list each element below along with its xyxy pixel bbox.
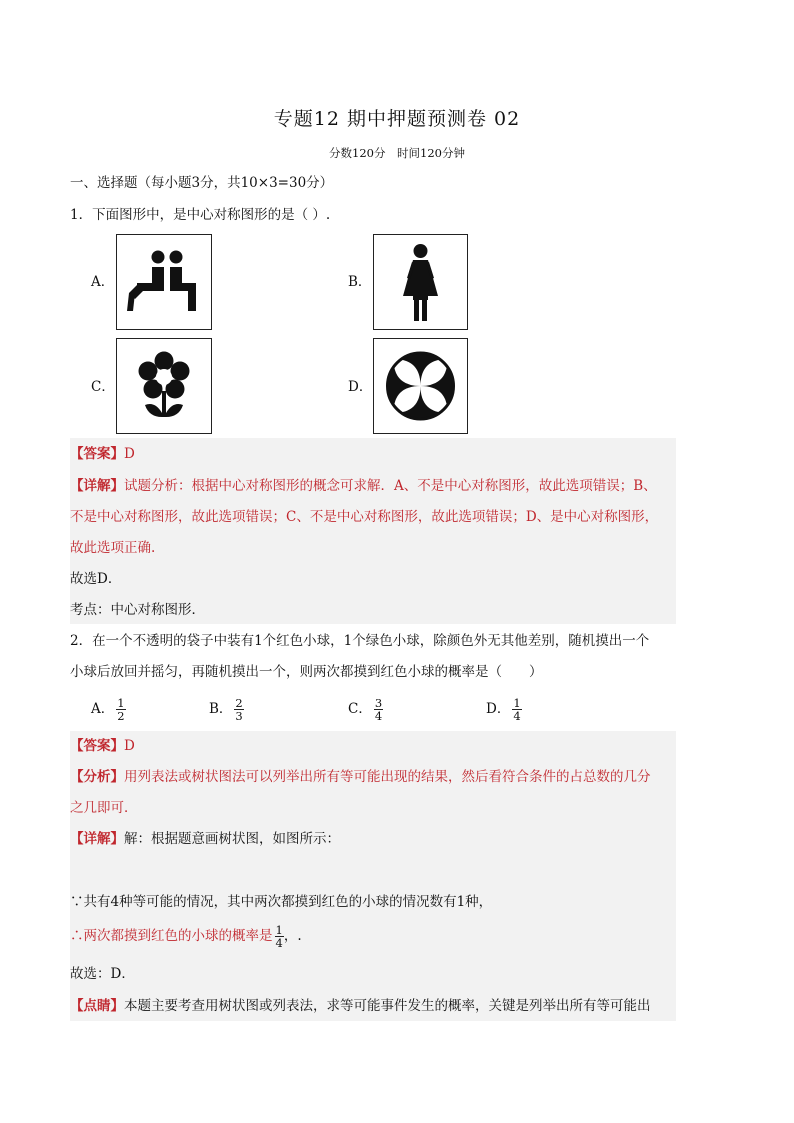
q2-analysis-line-2: 之几即可． bbox=[70, 800, 138, 816]
q1-option-b-image bbox=[373, 234, 468, 330]
q2-option-b: B． $\frac{2}{3}$ bbox=[209, 696, 243, 723]
q2-analysis-line-1: 【分析】用列表法或树状图法可以列举出所有等可能出现的结果，然后看符合条件的占总数的几分 bbox=[70, 769, 651, 785]
q1-option-c-label: C． bbox=[91, 379, 115, 395]
q1-detail-line-1: 【详解】试题分析：根据中心对称图形的概念可求解．A、不是中心对称图形，故此选项错误；B、 bbox=[70, 478, 657, 494]
q2-stem-line-2: 小球后放回并摇匀，再随机摸出一个，则两次都摸到红色小球的概率是（ ） bbox=[70, 664, 543, 680]
q2-stem-line-1: 2．在一个不透明的袋子中装有1个红色小球，1个绿色小球，除颜色外无其他差别，随机摸出一个 bbox=[70, 633, 650, 649]
woman-figure-icon bbox=[374, 235, 467, 329]
q1-solution-panel bbox=[70, 438, 676, 624]
q2-option-a: A． $\frac{1}{2}$ bbox=[91, 696, 125, 723]
q2-option-d: D． $\frac{1}{4}$ bbox=[486, 696, 521, 723]
q1-stem: 1．下面图形中，是中心对称图形的是（ ）. bbox=[70, 207, 331, 223]
q2-because: ∵共有4种等可能的情况，其中两次都摸到红色的小球的情况数有1种， bbox=[70, 894, 493, 910]
q1-answer: 【答案】D bbox=[70, 446, 135, 462]
q1-detail-line-2: 不是中心对称图形，故此选项错误；C、不是中心对称图形，故此选项错误；D、是中心对称图形， bbox=[70, 509, 659, 525]
q1-detail-line-3: 故此选项正确. bbox=[70, 540, 156, 556]
flower-icon bbox=[117, 339, 211, 433]
q2-option-c: C． $\frac{3}{4}$ bbox=[348, 696, 383, 723]
q1-option-d-label: D． bbox=[348, 379, 373, 395]
q2-choose: 故选：D． bbox=[70, 966, 135, 982]
q1-option-b-label: B． bbox=[348, 274, 372, 290]
q1-choose: 故选D． bbox=[70, 571, 122, 587]
q2-answer: 【答案】D bbox=[70, 738, 135, 754]
four-petal-circle-icon bbox=[374, 339, 467, 433]
section-heading: 一、选择题（每小题3分，共10×3=30分） bbox=[70, 175, 334, 191]
page-title: 专题12 期中押题预测卷 02 bbox=[273, 108, 521, 130]
q2-dianjing: 【点睛】本题主要考查用树状图或列表法，求等可能事件发生的概率，关键是列举出所有等可能出 bbox=[70, 998, 651, 1014]
two-people-sitting-icon bbox=[117, 235, 211, 329]
page-subtitle: 分数120分 时间120分钟 bbox=[329, 146, 465, 160]
q1-option-d-image bbox=[373, 338, 468, 434]
q1-option-c-image bbox=[116, 338, 212, 434]
q1-option-a-label: A． bbox=[91, 274, 115, 290]
q2-therefore: ∴两次都摸到红色的小球的概率是 $\frac{1}{4}$ ，. bbox=[70, 923, 302, 950]
q1-option-a-image bbox=[116, 234, 212, 330]
q1-kaodian: 考点：中心对称图形． bbox=[70, 602, 205, 618]
q2-detail: 【详解】解：根据题意画树状图，如图所示： bbox=[70, 831, 340, 847]
